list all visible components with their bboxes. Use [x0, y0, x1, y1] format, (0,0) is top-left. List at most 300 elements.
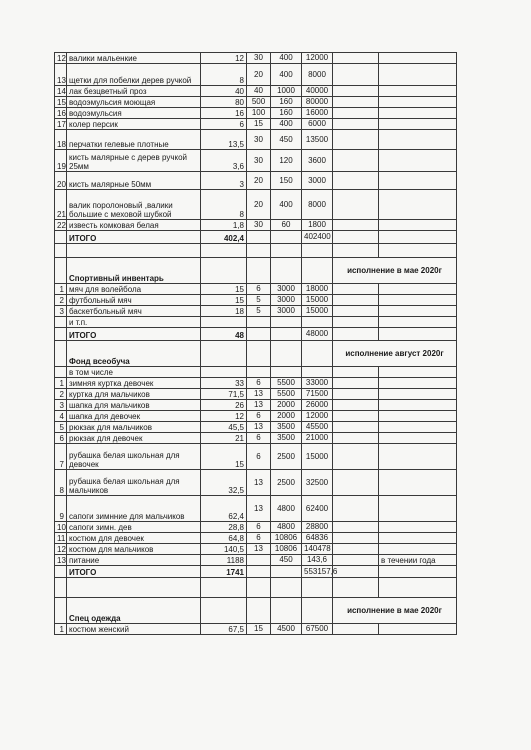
item-total: 67500: [302, 624, 333, 635]
item-sum: 400: [271, 64, 302, 86]
item-price: 500: [247, 97, 271, 108]
row-number: 3: [55, 306, 67, 317]
item-price: 13: [247, 470, 271, 496]
section-header-row: [55, 598, 457, 624]
empty-cell: [333, 411, 379, 422]
empty-cell: [333, 555, 379, 566]
empty-cell: [271, 367, 302, 378]
item-name: известь комковая белая: [67, 220, 201, 231]
item-qty: 67,5: [201, 624, 247, 635]
total-sum: 553157,6: [302, 566, 333, 578]
table-row: [55, 97, 457, 108]
empty-cell: [55, 341, 67, 367]
item-price: 6: [247, 522, 271, 533]
empty-cell: [271, 317, 302, 328]
item-name: валики мальенкие: [67, 53, 201, 64]
row-number: 5: [55, 422, 67, 433]
empty-cell: [333, 108, 379, 119]
total-row: [55, 328, 457, 341]
empty-cell: [247, 367, 271, 378]
item-price: 6: [247, 284, 271, 295]
item-total: 45500: [302, 422, 333, 433]
item-sum: 3500: [271, 433, 302, 444]
empty-cell: [333, 317, 379, 328]
item-name: кисть малярные с дерев ручкой 25мм: [67, 150, 201, 172]
table-row: [55, 284, 457, 295]
empty-cell: [201, 367, 247, 378]
table-row: [55, 306, 457, 317]
empty-cell: [333, 522, 379, 533]
item-total: 8000: [302, 190, 333, 220]
item-sum: 3500: [271, 422, 302, 433]
empty-cell: [302, 317, 333, 328]
item-name: щетки для побелки дерев ручкой: [67, 64, 201, 86]
item-qty: 62,4: [201, 496, 247, 522]
empty-cell: [333, 624, 379, 635]
item-price: 6: [247, 444, 271, 470]
empty-cell: [333, 97, 379, 108]
item-name: рюкзак для девочек: [67, 433, 201, 444]
total-label: ИТОГО: [67, 566, 201, 578]
item-total: 8000: [302, 64, 333, 86]
table-row: [55, 433, 457, 444]
empty-cell: [333, 306, 379, 317]
table-row: [55, 64, 457, 86]
row-number: 19: [55, 150, 67, 172]
item-name: шапка для мальчиков: [67, 400, 201, 411]
empty-cell: [379, 328, 457, 341]
item-extra: [379, 533, 457, 544]
item-extra: [379, 97, 457, 108]
item-extra: [379, 119, 457, 130]
empty-cell: [333, 231, 379, 244]
empty-cell: [333, 400, 379, 411]
item-price: 15: [247, 119, 271, 130]
item-extra: [379, 433, 457, 444]
item-price: 13: [247, 400, 271, 411]
item-qty: 8: [201, 190, 247, 220]
empty-cell: [201, 244, 247, 258]
item-sum: 10806: [271, 533, 302, 544]
item-name: сапоги зимн. дев: [67, 522, 201, 533]
item-qty: 15: [201, 295, 247, 306]
item-qty: 26: [201, 400, 247, 411]
item-sum: 5500: [271, 389, 302, 400]
empty-cell: [333, 284, 379, 295]
budget-table: [54, 52, 457, 635]
table-row: [55, 624, 457, 635]
table-row: [55, 411, 457, 422]
item-total: 18000: [302, 284, 333, 295]
empty-cell: [333, 496, 379, 522]
empty-cell: [247, 231, 271, 244]
empty-cell: [271, 566, 302, 578]
item-price: 15: [247, 624, 271, 635]
row-number: 8: [55, 470, 67, 496]
item-name: костюм женский: [67, 624, 201, 635]
item-name: питание: [67, 555, 201, 566]
item-total: 32500: [302, 470, 333, 496]
row-number: 9: [55, 496, 67, 522]
total-label: ИТОГО: [67, 328, 201, 341]
item-total: 71500: [302, 389, 333, 400]
table-row: [55, 422, 457, 433]
empty-cell: [333, 53, 379, 64]
empty-cell: [333, 220, 379, 231]
empty-cell: [55, 578, 67, 598]
item-name: водоэмульсия моющая: [67, 97, 201, 108]
item-extra: [379, 624, 457, 635]
row-number: 1: [55, 378, 67, 389]
item-price: 13: [247, 422, 271, 433]
empty-cell: [379, 367, 457, 378]
item-price: 6: [247, 433, 271, 444]
item-total: 21000: [302, 433, 333, 444]
item-total: 15000: [302, 444, 333, 470]
item-qty: 18: [201, 306, 247, 317]
total-sum: 48000: [302, 328, 333, 341]
item-qty: 1,8: [201, 220, 247, 231]
empty-cell: [302, 598, 333, 624]
item-sum: 160: [271, 97, 302, 108]
item-total: 15000: [302, 306, 333, 317]
item-qty: 40: [201, 86, 247, 97]
item-sum: 60: [271, 220, 302, 231]
empty-cell: [247, 317, 271, 328]
section-title: Фонд всеобуча: [67, 341, 201, 367]
empty-cell: [333, 328, 379, 341]
empty-cell: [55, 367, 67, 378]
total-sum: 402400: [302, 231, 333, 244]
empty-cell: [55, 231, 67, 244]
empty-cell: [379, 566, 457, 578]
row-number: 6: [55, 433, 67, 444]
item-name: колер персик: [67, 119, 201, 130]
table-row: [55, 86, 457, 97]
item-price: 6: [247, 533, 271, 544]
item-qty: 13,5: [201, 130, 247, 150]
item-extra: [379, 86, 457, 97]
item-price: 40: [247, 86, 271, 97]
item-extra: [379, 150, 457, 172]
item-total: 40000: [302, 86, 333, 97]
item-qty: 8: [201, 64, 247, 86]
table-row: [55, 389, 457, 400]
item-total: 143,6: [302, 555, 333, 566]
empty-cell: [55, 258, 67, 284]
item-price: 13: [247, 496, 271, 522]
row-number: 22: [55, 220, 67, 231]
item-name: рубашка белая школьная для девочек: [67, 444, 201, 470]
item-total: 28800: [302, 522, 333, 533]
empty-cell: [333, 172, 379, 190]
item-qty: 16: [201, 108, 247, 119]
empty-cell: [379, 231, 457, 244]
row-number: 12: [55, 53, 67, 64]
item-name: зимняя куртка девочек: [67, 378, 201, 389]
item-name: лак безцветный проз: [67, 86, 201, 97]
item-sum: 120: [271, 150, 302, 172]
item-name: рюкзак для мальчиков: [67, 422, 201, 433]
empty-cell: [333, 130, 379, 150]
empty-cell: [271, 598, 302, 624]
item-qty: 21: [201, 433, 247, 444]
item-name: сапоги зимнние для мальчиков: [67, 496, 201, 522]
item-name: мяч для волейбола: [67, 284, 201, 295]
row-number: 2: [55, 295, 67, 306]
item-sum: 3000: [271, 295, 302, 306]
item-sum: 400: [271, 53, 302, 64]
row-number: 10: [55, 522, 67, 533]
subtitle-row: [55, 367, 457, 378]
row-number: 11: [55, 533, 67, 544]
item-name: перчатки гелевые плотные: [67, 130, 201, 150]
table-row: [55, 130, 457, 150]
item-qty: 6: [201, 119, 247, 130]
item-price: 100: [247, 108, 271, 119]
item-name: куртка для мальчиков: [67, 389, 201, 400]
row-number: 13: [55, 64, 67, 86]
empty-cell: [333, 244, 379, 258]
empty-cell: [247, 578, 271, 598]
table-row: [55, 400, 457, 411]
item-sum: 450: [271, 130, 302, 150]
empty-cell: [333, 422, 379, 433]
empty-cell: [201, 341, 247, 367]
empty-cell: [302, 367, 333, 378]
empty-cell: [333, 378, 379, 389]
row-number: 1: [55, 284, 67, 295]
section-title: Спец одежда: [67, 598, 201, 624]
item-price: 5: [247, 306, 271, 317]
table-row: [55, 150, 457, 172]
item-qty: 28,8: [201, 522, 247, 533]
item-qty: 3,6: [201, 150, 247, 172]
row-number: 17: [55, 119, 67, 130]
empty-cell: [302, 578, 333, 598]
total-label: ИТОГО: [67, 231, 201, 244]
item-extra: [379, 284, 457, 295]
row-number: 20: [55, 172, 67, 190]
empty-cell: [302, 341, 333, 367]
table-row: [55, 172, 457, 190]
empty-cell: [333, 150, 379, 172]
item-extra: [379, 108, 457, 119]
item-total: 6000: [302, 119, 333, 130]
empty-cell: [55, 328, 67, 341]
item-price: 13: [247, 544, 271, 555]
item-total: 64836: [302, 533, 333, 544]
item-qty: 3: [201, 172, 247, 190]
empty-cell: [333, 367, 379, 378]
item-extra: [379, 53, 457, 64]
item-qty: 140,5: [201, 544, 247, 555]
row-number: 2: [55, 389, 67, 400]
item-qty: 1188: [201, 555, 247, 566]
item-sum: 4800: [271, 496, 302, 522]
row-number: 16: [55, 108, 67, 119]
item-name: костюм для девочек: [67, 533, 201, 544]
empty-cell: [271, 258, 302, 284]
row-number: 21: [55, 190, 67, 220]
empty-cell: [333, 190, 379, 220]
etc-label: и т.п.: [67, 317, 201, 328]
empty-cell: [333, 578, 379, 598]
empty-cell: [247, 341, 271, 367]
item-total: 16000: [302, 108, 333, 119]
item-name: валик поролоновый ,валики большие с меховой шубкой: [67, 190, 201, 220]
item-qty: 15: [201, 284, 247, 295]
item-qty: 71,5: [201, 389, 247, 400]
empty-cell: [55, 566, 67, 578]
item-name: водоэмульсия: [67, 108, 201, 119]
item-name: футбольный мяч: [67, 295, 201, 306]
spacer-row: [55, 578, 457, 598]
empty-cell: [201, 598, 247, 624]
row-number: 1: [55, 624, 67, 635]
item-qty: 15: [201, 444, 247, 470]
table-row: [55, 555, 457, 566]
item-extra: [379, 220, 457, 231]
item-name: костюм для мальчиков: [67, 544, 201, 555]
empty-cell: [379, 578, 457, 598]
empty-cell: [55, 598, 67, 624]
empty-cell: [247, 566, 271, 578]
item-extra: [379, 544, 457, 555]
item-price: 30: [247, 150, 271, 172]
section-subtitle: в том числе: [67, 367, 201, 378]
item-extra: [379, 295, 457, 306]
table-row: [55, 496, 457, 522]
empty-cell: [247, 328, 271, 341]
item-extra: [379, 389, 457, 400]
section-note: исполнение август 2020г: [333, 341, 457, 367]
empty-cell: [55, 317, 67, 328]
item-total: 26000: [302, 400, 333, 411]
empty-cell: [201, 258, 247, 284]
empty-cell: [271, 578, 302, 598]
item-price: 20: [247, 64, 271, 86]
item-qty: 32,5: [201, 470, 247, 496]
item-sum: 5500: [271, 378, 302, 389]
item-sum: 4500: [271, 624, 302, 635]
item-qty: 64,8: [201, 533, 247, 544]
item-name: шапка для девочек: [67, 411, 201, 422]
item-sum: 2500: [271, 470, 302, 496]
row-number: 3: [55, 400, 67, 411]
item-sum: 400: [271, 119, 302, 130]
empty-cell: [333, 566, 379, 578]
item-name: кисть малярные 50мм: [67, 172, 201, 190]
item-extra: [379, 470, 457, 496]
item-name: баскетбольный мяч: [67, 306, 201, 317]
item-extra: [379, 522, 457, 533]
table-row: [55, 544, 457, 555]
total-row: [55, 566, 457, 578]
row-number: 15: [55, 97, 67, 108]
item-price: 20: [247, 172, 271, 190]
item-total: 12000: [302, 411, 333, 422]
empty-cell: [333, 533, 379, 544]
empty-cell: [333, 295, 379, 306]
row-number: 13: [55, 555, 67, 566]
item-extra: [379, 190, 457, 220]
item-total: 1800: [302, 220, 333, 231]
table-body: [55, 53, 457, 635]
empty-cell: [271, 244, 302, 258]
item-sum: 2000: [271, 411, 302, 422]
table-row: [55, 295, 457, 306]
item-price: 13: [247, 389, 271, 400]
item-sum: 160: [271, 108, 302, 119]
empty-cell: [271, 231, 302, 244]
table-row: [55, 220, 457, 231]
item-price: 30: [247, 130, 271, 150]
item-extra: [379, 444, 457, 470]
empty-cell: [379, 317, 457, 328]
item-total: 13500: [302, 130, 333, 150]
table-row: [55, 190, 457, 220]
empty-cell: [333, 119, 379, 130]
item-extra: [379, 411, 457, 422]
item-sum: 150: [271, 172, 302, 190]
item-price: 6: [247, 411, 271, 422]
empty-cell: [247, 244, 271, 258]
table-row: [55, 108, 457, 119]
empty-cell: [55, 244, 67, 258]
item-qty: 33: [201, 378, 247, 389]
item-total: 33000: [302, 378, 333, 389]
item-total: 3600: [302, 150, 333, 172]
item-sum: 400: [271, 190, 302, 220]
item-extra: [379, 172, 457, 190]
item-qty: 45,5: [201, 422, 247, 433]
empty-cell: [333, 470, 379, 496]
item-sum: 4800: [271, 522, 302, 533]
table-row: [55, 522, 457, 533]
empty-cell: [333, 64, 379, 86]
empty-cell: [67, 578, 201, 598]
item-price: 30: [247, 220, 271, 231]
row-number: 14: [55, 86, 67, 97]
item-extra: [379, 64, 457, 86]
item-name: рубашка белая школьная для мальчиков: [67, 470, 201, 496]
item-total: 62400: [302, 496, 333, 522]
item-sum: 3000: [271, 306, 302, 317]
item-price: 30: [247, 53, 271, 64]
empty-cell: [201, 317, 247, 328]
etc-row: [55, 317, 457, 328]
item-extra: в течении года: [379, 555, 457, 566]
item-extra: [379, 422, 457, 433]
empty-cell: [271, 328, 302, 341]
empty-cell: [333, 444, 379, 470]
total-qty: 402,4: [201, 231, 247, 244]
item-sum: 10806: [271, 544, 302, 555]
spacer-row: [55, 244, 457, 258]
item-sum: 450: [271, 555, 302, 566]
item-extra: [379, 400, 457, 411]
empty-cell: [247, 258, 271, 284]
item-extra: [379, 130, 457, 150]
table-row: [55, 53, 457, 64]
item-qty: 80: [201, 97, 247, 108]
item-total: 3000: [302, 172, 333, 190]
item-qty: 12: [201, 53, 247, 64]
total-qty: 1741: [201, 566, 247, 578]
empty-cell: [333, 544, 379, 555]
item-total: 140478: [302, 544, 333, 555]
